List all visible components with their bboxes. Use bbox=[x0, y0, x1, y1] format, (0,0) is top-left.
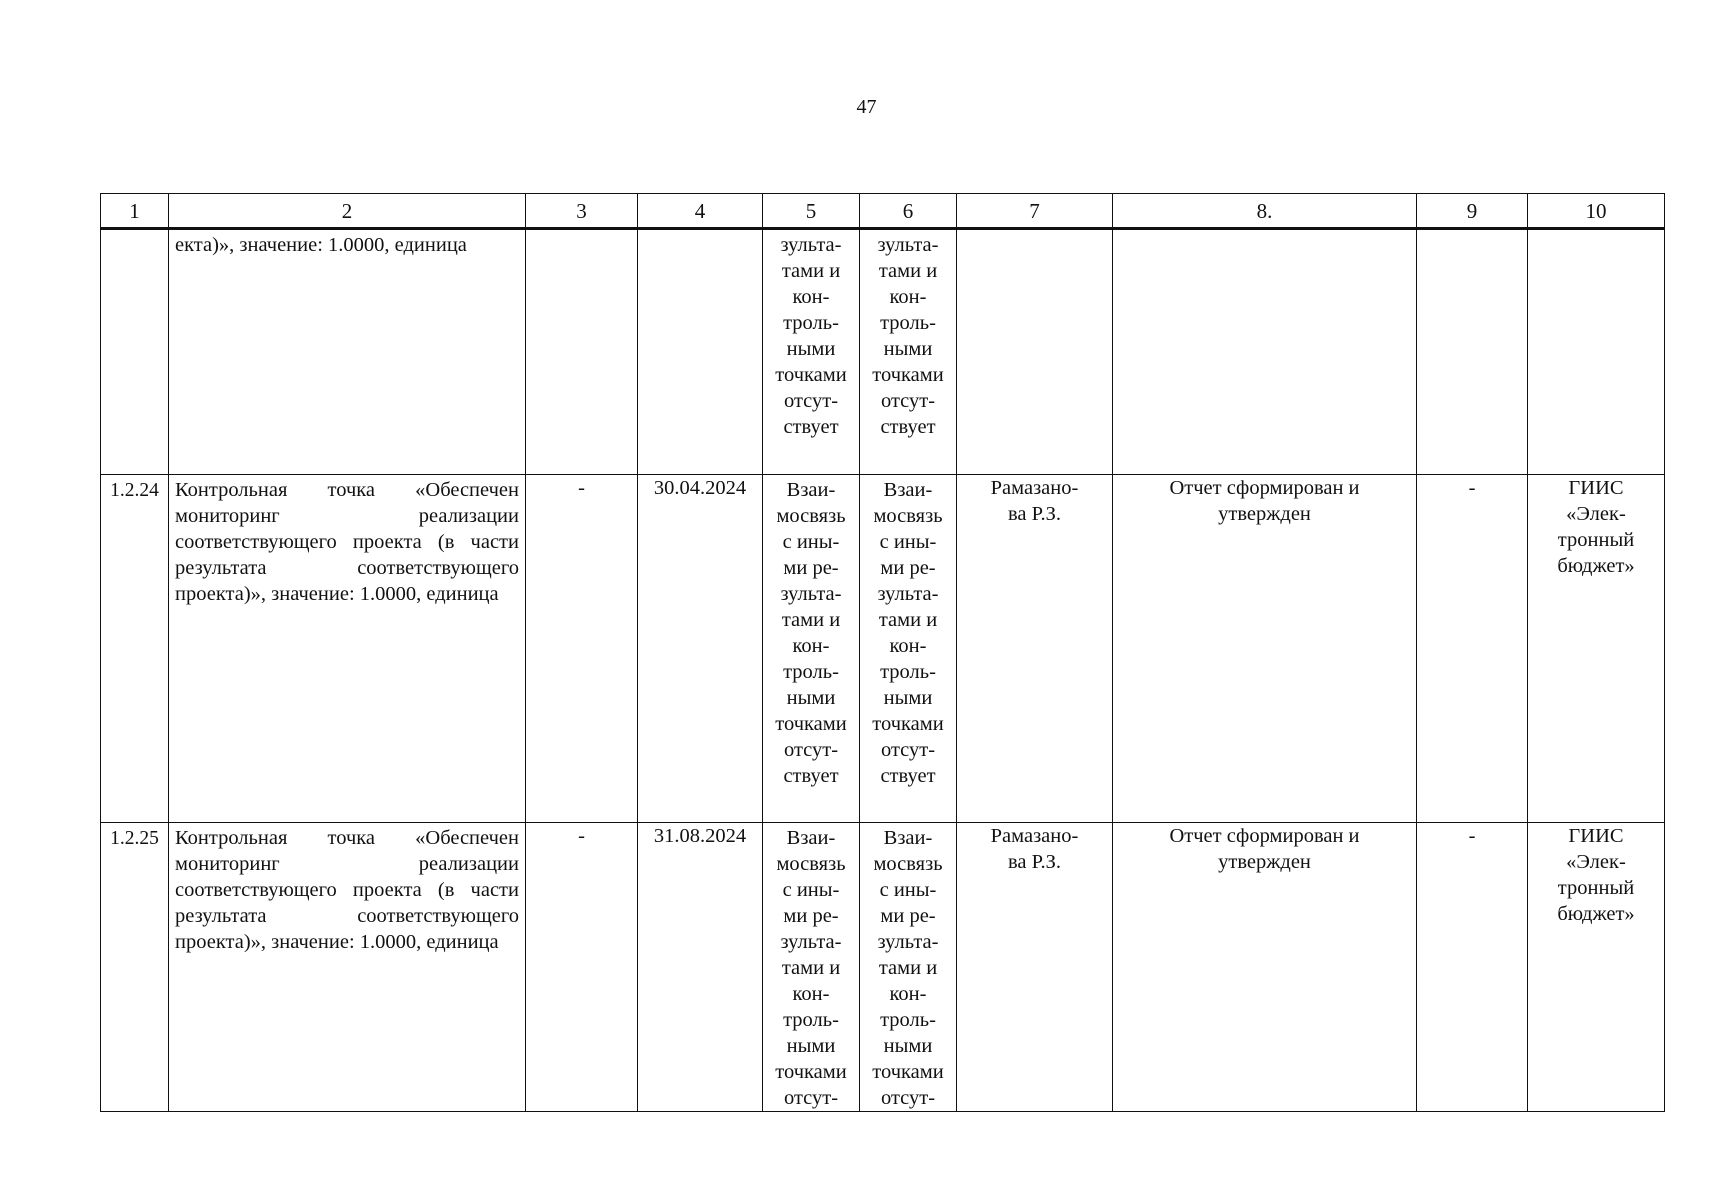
cell-line: ными bbox=[883, 1035, 933, 1057]
cell-col6 bbox=[860, 229, 957, 475]
cell-line: Отчет сформирован и bbox=[1169, 477, 1360, 499]
cell-result bbox=[1113, 823, 1417, 1112]
cell-line: ва Р.З. bbox=[1008, 503, 1061, 525]
cell-col3: - bbox=[526, 823, 638, 1112]
cell-line: зульта- bbox=[780, 583, 842, 605]
cell-line: ствует bbox=[783, 765, 839, 787]
cell-line: тами и bbox=[781, 957, 841, 979]
cell-line: Рамазано- bbox=[990, 825, 1079, 847]
cell-line: зульта- bbox=[780, 931, 842, 953]
table-row bbox=[101, 475, 1665, 823]
cell-line: Взаи- bbox=[883, 827, 933, 849]
cell-responsible bbox=[957, 475, 1113, 823]
cell-line: тами и bbox=[781, 609, 841, 631]
cell-line: троль- bbox=[880, 1009, 936, 1031]
cell-line: «Элек- bbox=[1566, 503, 1626, 525]
cell-line: зульта- bbox=[877, 234, 939, 256]
cell-line: ГИИС bbox=[1568, 825, 1624, 847]
cell-date: 31.08.2024 bbox=[638, 823, 763, 1112]
page-number: 47 bbox=[856, 96, 877, 118]
cell-line: ми ре- bbox=[783, 557, 839, 579]
cell-line: зульта- bbox=[877, 931, 939, 953]
cell-line: мосвязь bbox=[873, 853, 943, 875]
cell-line: мосвязь bbox=[873, 505, 943, 527]
cell-line: кон- bbox=[792, 286, 830, 308]
cell-line: кон- bbox=[889, 983, 927, 1005]
header-cell-7: 7 bbox=[957, 194, 1113, 229]
cell-line: ГИИС bbox=[1568, 477, 1624, 499]
cell-col5 bbox=[763, 475, 860, 823]
header-cell-10: 10 bbox=[1528, 194, 1665, 229]
cell-col9: - bbox=[1417, 475, 1528, 823]
cell-line: тами и bbox=[781, 260, 841, 282]
cell-col8 bbox=[1113, 229, 1417, 475]
report-table bbox=[100, 193, 1665, 1112]
cell-line: троль- bbox=[783, 312, 839, 334]
header-cell-2: 2 bbox=[169, 194, 526, 229]
header-cell-5: 5 bbox=[763, 194, 860, 229]
cell-line: тами и bbox=[878, 609, 938, 631]
cell-col10 bbox=[1528, 229, 1665, 475]
cell-line: ствует bbox=[783, 416, 839, 438]
cell-col3 bbox=[526, 229, 638, 475]
cell-line: кон- bbox=[889, 635, 927, 657]
cell-line: зульта- bbox=[877, 583, 939, 605]
cell-col5 bbox=[763, 823, 860, 1112]
cell-description: екта)», значение: 1.0000, единица bbox=[169, 229, 526, 475]
cell-line: точками bbox=[775, 1061, 847, 1083]
cell-line: зульта- bbox=[780, 234, 842, 256]
continuation-row bbox=[101, 229, 1665, 475]
cell-line: ва Р.З. bbox=[1008, 851, 1061, 873]
cell-line: ствует bbox=[880, 416, 936, 438]
cell-line: с ины- bbox=[782, 879, 840, 901]
cell-number: 1.2.25 bbox=[101, 823, 169, 1112]
cell-number: 1.2.24 bbox=[101, 475, 169, 823]
cell-line: отсут- bbox=[880, 1087, 936, 1109]
header-cell-3: 3 bbox=[526, 194, 638, 229]
cell-line: Отчет сформирован и bbox=[1169, 825, 1360, 847]
cell-line: ными bbox=[786, 338, 836, 360]
cell-line: тронный bbox=[1557, 877, 1635, 899]
cell-col4 bbox=[638, 229, 763, 475]
cell-line: мосвязь bbox=[776, 853, 846, 875]
cell-line: точками bbox=[872, 1061, 944, 1083]
cell-line: точками bbox=[775, 364, 847, 386]
cell-line: отсут- bbox=[783, 739, 839, 761]
cell-line: Взаи- bbox=[786, 479, 836, 501]
cell-line: ствует bbox=[880, 765, 936, 787]
cell-line: кон- bbox=[792, 983, 830, 1005]
cell-line: отсут- bbox=[783, 1087, 839, 1109]
cell-line: отсут- bbox=[880, 739, 936, 761]
cell-line: ными bbox=[786, 1035, 836, 1057]
cell-date: 30.04.2024 bbox=[638, 475, 763, 823]
cell-line: бюджет» bbox=[1557, 555, 1635, 577]
cell-line: троль- bbox=[783, 661, 839, 683]
cell-line: троль- bbox=[880, 312, 936, 334]
cell-line: «Элек- bbox=[1566, 851, 1626, 873]
cell-col6 bbox=[860, 475, 957, 823]
cell-line: Взаи- bbox=[786, 827, 836, 849]
header-cell-6: 6 bbox=[860, 194, 957, 229]
cell-line: кон- bbox=[792, 635, 830, 657]
cell-line: тами и bbox=[878, 957, 938, 979]
cell-line: тами и bbox=[878, 260, 938, 282]
cell-col9 bbox=[1417, 229, 1528, 475]
cell-line: отсут- bbox=[783, 390, 839, 412]
cell-system bbox=[1528, 823, 1665, 1112]
cell-line: ми ре- bbox=[880, 905, 936, 927]
cell-col7 bbox=[957, 229, 1113, 475]
cell-system bbox=[1528, 475, 1665, 823]
cell-line: с ины- bbox=[782, 531, 840, 553]
cell-line: ми ре- bbox=[783, 905, 839, 927]
cell-line: отсут- bbox=[880, 390, 936, 412]
header-cell-1: 1 bbox=[101, 194, 169, 229]
cell-line: кон- bbox=[889, 286, 927, 308]
cell-line: ми ре- bbox=[880, 557, 936, 579]
cell-line: ными bbox=[786, 687, 836, 709]
header-cell-9: 9 bbox=[1417, 194, 1528, 229]
header-cell-4: 4 bbox=[638, 194, 763, 229]
cell-line: утвержден bbox=[1218, 851, 1311, 873]
cell-line: Рамазано- bbox=[990, 477, 1079, 499]
cell-line: тронный bbox=[1557, 529, 1635, 551]
cell-line: с ины- bbox=[879, 879, 937, 901]
cell-line: ными bbox=[883, 338, 933, 360]
cell-line: троль- bbox=[783, 1009, 839, 1031]
table-row bbox=[101, 823, 1665, 1112]
cell-line: Взаи- bbox=[883, 479, 933, 501]
header-row bbox=[101, 194, 1665, 229]
cell-col5 bbox=[763, 229, 860, 475]
cell-number bbox=[101, 229, 169, 475]
cell-col3: - bbox=[526, 475, 638, 823]
cell-description: Контрольная точка «Обеспечен мониторинг реализации соответствующего проекта (в части результата соответствующего проекта)», значение: 1.0000, единица bbox=[169, 475, 526, 823]
cell-line: троль- bbox=[880, 661, 936, 683]
cell-line: с ины- bbox=[879, 531, 937, 553]
cell-col6 bbox=[860, 823, 957, 1112]
cell-line: мосвязь bbox=[776, 505, 846, 527]
cell-description: Контрольная точка «Обеспечен мониторинг реализации соответствующего проекта (в части результата соответствующего проекта)», значение: 1.0000, единица bbox=[169, 823, 526, 1112]
cell-line: бюджет» bbox=[1557, 903, 1635, 925]
header-cell-8: 8. bbox=[1113, 194, 1417, 229]
cell-line: точками bbox=[775, 713, 847, 735]
cell-col9: - bbox=[1417, 823, 1528, 1112]
cell-line: точками bbox=[872, 364, 944, 386]
cell-responsible bbox=[957, 823, 1113, 1112]
cell-result bbox=[1113, 475, 1417, 823]
cell-line: утвержден bbox=[1218, 503, 1311, 525]
cell-line: точками bbox=[872, 713, 944, 735]
cell-line: ными bbox=[883, 687, 933, 709]
